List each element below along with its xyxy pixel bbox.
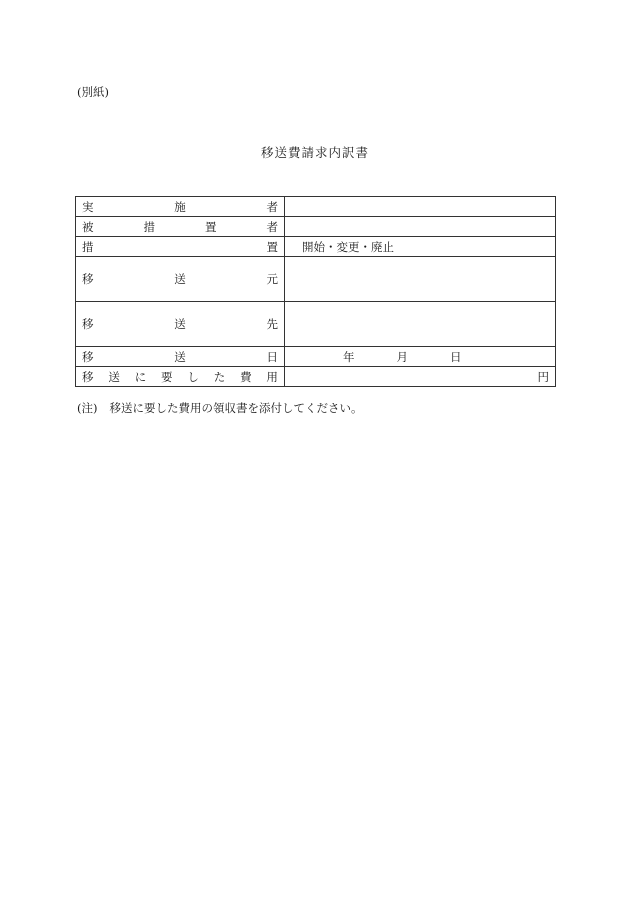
label-char: 置: [266, 239, 278, 254]
value-origin[interactable]: [285, 257, 556, 302]
label-char: し: [187, 369, 199, 384]
label-cost: [76, 367, 285, 387]
label-char: 措: [143, 219, 155, 234]
label-char: 送: [108, 369, 120, 384]
label-char: 移: [82, 369, 94, 384]
value-measure[interactable]: [285, 237, 556, 257]
label-char: に: [134, 369, 147, 384]
label-char: 元: [266, 272, 278, 286]
form-row-transfer-date: [76, 347, 556, 367]
label-char: 日: [266, 349, 278, 364]
label-char: 移: [82, 317, 94, 331]
form-row-measure: [76, 237, 556, 257]
label-char: 者: [266, 199, 278, 214]
label-char: 実: [82, 199, 94, 214]
label-char: た: [213, 369, 226, 384]
value-destination[interactable]: [285, 302, 556, 347]
breakdown-form-table: [75, 196, 556, 387]
footnote: [77, 400, 362, 416]
label-char: 送: [174, 272, 186, 286]
label-subject: [76, 217, 285, 237]
form-row-subject: [76, 217, 556, 237]
form-row-cost: [76, 367, 556, 387]
form-row-origin: [76, 257, 556, 302]
value-subject[interactable]: [285, 217, 556, 237]
date-year-unit: 年: [343, 349, 355, 364]
label-char: 者: [266, 219, 278, 234]
value-implementer[interactable]: [285, 197, 556, 217]
label-char: 施: [174, 199, 186, 214]
label-char: 用: [266, 369, 278, 384]
label-transfer-date: [76, 347, 285, 367]
label-char: 要: [161, 369, 173, 384]
label-measure: [76, 237, 285, 257]
label-destination: [76, 302, 285, 347]
label-char: 措: [82, 239, 94, 254]
date-month-unit: 月: [396, 349, 408, 364]
note-marker: (注): [77, 401, 98, 415]
document-title: 移送費請求内訳書: [260, 145, 369, 160]
label-char: 送: [174, 317, 186, 331]
date-day-unit: 日: [450, 349, 462, 364]
label-char: 送: [174, 349, 186, 364]
label-char: 先: [266, 317, 278, 331]
measure-options: 開始・変更・廃止: [302, 239, 394, 254]
label-origin: [76, 257, 285, 302]
annex-label: (別紙): [77, 85, 109, 99]
form-row-implementer: [76, 197, 556, 217]
label-implementer: [76, 197, 285, 217]
label-char: 被: [82, 219, 94, 234]
note-text: 移送に要した費用の領収書を添付してください。: [109, 401, 363, 415]
label-char: 移: [82, 272, 94, 286]
label-char: 費: [240, 369, 252, 384]
label-char: 置: [205, 219, 217, 234]
label-char: 移: [82, 349, 94, 364]
value-transfer-date[interactable]: [285, 347, 556, 367]
form-row-destination: [76, 302, 556, 347]
value-cost[interactable]: 円: [285, 367, 556, 387]
